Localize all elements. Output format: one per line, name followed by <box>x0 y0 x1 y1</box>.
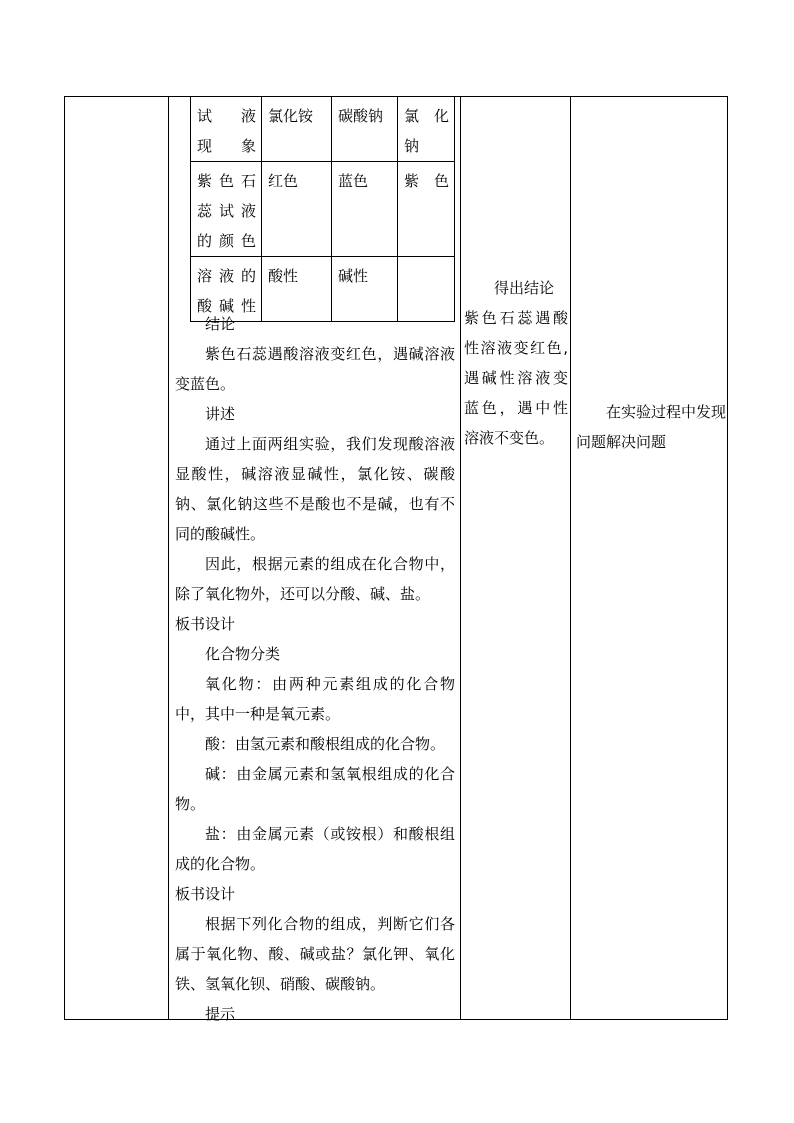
column-divider <box>460 97 461 1019</box>
header-cell-reagent: 试液 现象 <box>191 97 262 162</box>
conclusion-heading: 结论 <box>205 315 236 333</box>
column-divider <box>168 97 169 1019</box>
experiment-result-table <box>190 96 455 322</box>
design-intent-text: 在实验过程中发现问题解决问题 <box>576 403 727 451</box>
column-divider <box>570 97 571 1019</box>
student-conclusion-heading: 得出结论 <box>494 279 555 297</box>
table-header-row <box>191 97 455 162</box>
table-cell: 碱性 <box>332 257 398 322</box>
table-cell: 紫色 <box>398 162 455 257</box>
student-activity <box>464 273 568 453</box>
row-label: 溶液的酸碱性 <box>191 257 262 322</box>
row-label: 紫色石蕊试液的颜色 <box>191 162 262 257</box>
classify-heading: 化合物分类 <box>205 645 281 663</box>
explain-heading: 讲述 <box>205 405 236 423</box>
hint-heading: 提示 <box>205 1005 236 1023</box>
student-conclusion-text: 紫色石蕊遇酸性溶液变红色,遇碱性溶液变蓝色，遇中性溶液不变色。 <box>464 309 568 447</box>
oxide-definition: 氧化物：由两种元素组成的化合物中，其中一种是氧元素。 <box>175 675 455 723</box>
therefore-text: 因此，根据元素的组成在化合物中，除了氧化物外，还可以分酸、碱、盐。 <box>175 555 455 603</box>
teaching-content <box>175 309 455 1029</box>
table-cell: 红色 <box>262 162 332 257</box>
salt-definition: 盐：由金属元素（或铵根）和酸根组成的化合物。 <box>175 825 455 873</box>
header-cell-ammonium-chloride: 氯化铵 <box>262 97 332 162</box>
table-cell: 蓝色 <box>332 162 398 257</box>
lesson-table <box>64 96 728 1023</box>
conclusion-text: 紫色石蕊遇酸溶液变红色，遇碱溶液变蓝色。 <box>175 345 455 393</box>
table-row <box>191 162 455 257</box>
board-design-heading: 板书设计 <box>175 615 236 633</box>
design-intent <box>576 397 726 457</box>
base-definition: 碱：由金属元素和氢氧根组成的化合物。 <box>175 765 455 813</box>
explain-text: 通过上面两组实验，我们发现酸溶液显酸性，碱溶液显碱性，氯化铵、碳酸钠、氯化钠这些不是酸也不是碱，也有不同的酸碱性。 <box>175 435 455 543</box>
header-cell-sodium-carbonate: 碳酸钠 <box>332 97 398 162</box>
header-cell-sodium-chloride: 氯 化 钠 <box>398 97 455 162</box>
exercise-question: 根据下列化合物的组成，判断它们各属于氧化物、酸、碱或盐？氯化钾、氧化铁、氢氧化钡、硝酸、碳酸钠。 <box>175 915 455 993</box>
acid-definition: 酸：由氢元素和酸根组成的化合物。 <box>205 735 446 753</box>
table-cell: 酸性 <box>262 257 332 322</box>
board-design-heading: 板书设计 <box>175 885 236 903</box>
